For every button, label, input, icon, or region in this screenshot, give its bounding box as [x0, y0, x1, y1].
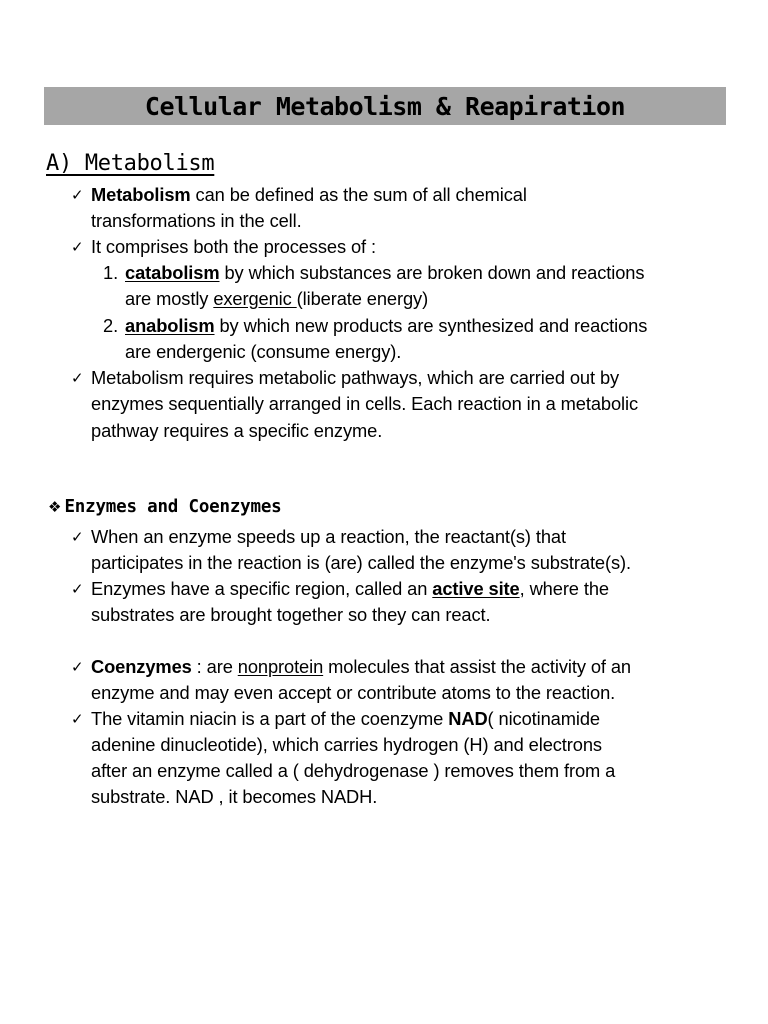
bullet-line: enzyme and may even accept or contribute atoms to the reaction.: [91, 682, 616, 703]
term-nonprotein: nonprotein: [237, 656, 324, 677]
list-item-line: anabolism by which new products are synthesized and reactions: [125, 315, 648, 336]
bullet-line: substrate. NAD , it becomes NADH.: [91, 786, 378, 807]
bullet-line: Metabolism can be defined as the sum of all chemical: [91, 184, 527, 205]
term-anabolism: anabolism: [125, 315, 215, 336]
checkmark-icon: ✓: [71, 186, 84, 204]
bullet-line: The vitamin niacin is a part of the coenzyme NAD( nicotinamide: [91, 708, 600, 729]
list-number: 2.: [103, 315, 119, 336]
bullet-line: adenine dinucleotide), which carries hydrogen (H) and electrons: [91, 734, 602, 755]
term-nad: NAD: [448, 708, 488, 729]
diamond-bullet-icon: ❖: [48, 498, 62, 516]
checkmark-icon: ✓: [71, 528, 84, 546]
title-bar: [44, 87, 726, 125]
checkmark-icon: ✓: [71, 238, 84, 256]
checkmark-icon: ✓: [71, 369, 84, 387]
section-a-heading: A) Metabolism: [46, 151, 215, 176]
term-active-site: active site: [432, 578, 520, 599]
list-item-line: are mostly exergenic (liberate energy): [125, 288, 429, 309]
checkmark-icon: ✓: [71, 580, 84, 598]
bullet-line: participates in the reaction is (are) called the enzyme's substrate(s).: [91, 552, 631, 573]
bullet-line: Enzymes have a specific region, called an active site, where the: [91, 578, 609, 599]
bullet-line: pathway requires a specific enzyme.: [91, 420, 383, 441]
bullet-line: Metabolism requires metabolic pathways, which are carried out by: [91, 367, 620, 388]
bullet-line: Coenzymes : are nonprotein molecules that assist the activity of an: [91, 656, 631, 677]
list-item-line: are endergenic (consume energy).: [125, 341, 402, 362]
term-exergenic: exergenic: [213, 288, 297, 309]
term-catabolism: catabolism: [125, 262, 220, 283]
bullet-line: It comprises both the processes of :: [91, 236, 376, 257]
bullet-line: transformations in the cell.: [91, 210, 302, 231]
list-number: 1.: [103, 262, 119, 283]
bullet-line: enzymes sequentially arranged in cells. Each reaction in a metabolic: [91, 393, 639, 414]
section-b-heading: ❖ Enzymes and Coenzymes: [48, 497, 282, 517]
term-metabolism: Metabolism: [91, 184, 191, 205]
list-item-line: catabolism by which substances are broken down and reactions: [125, 262, 645, 283]
checkmark-icon: ✓: [71, 710, 84, 728]
bullet-line: after an enzyme called a ( dehydrogenase ) removes them from a: [91, 760, 616, 781]
term-coenzymes: Coenzymes: [91, 656, 192, 677]
page-title: Cellular Metabolism & Reapiration: [144, 91, 626, 121]
bullet-line: When an enzyme speeds up a reaction, the reactant(s) that: [91, 526, 566, 547]
checkmark-icon: ✓: [71, 658, 84, 676]
bullet-line: substrates are brought together so they can react.: [91, 604, 491, 625]
